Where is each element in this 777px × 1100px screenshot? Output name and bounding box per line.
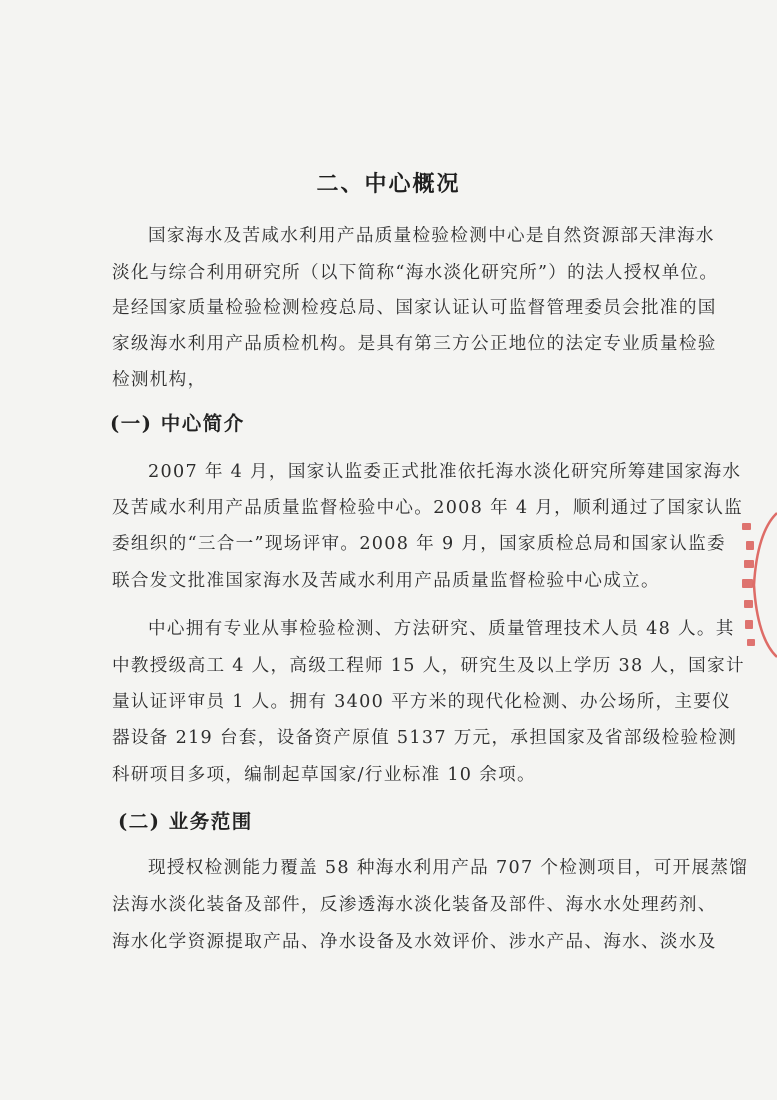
- section1-para1-line-3: 委组织的“三合一”现场评审。2008 年 9 月，国家质检总局和国家认监委: [112, 534, 726, 554]
- section1-para2-line-3: 量认证评审员 1 人。拥有 3400 平方米的现代化检测、办公场所，主要仪: [112, 692, 732, 712]
- intro-line-5: 检测机构，: [112, 370, 207, 390]
- section1-para1-line-4: 联合发文批准国家海水及苦咸水利用产品质量监督检验中心成立。: [112, 571, 660, 591]
- section1-para1-line-1: 2007 年 4 月，国家认监委正式批准依托海水淡化研究所筹建国家海水: [148, 462, 742, 482]
- section1-para2-line-4: 器设备 219 台套，设备资产原值 5137 万元，承担国家及省部级检验检测: [112, 728, 738, 748]
- intro-line-1: 国家海水及苦咸水利用产品质量检验检测中心是自然资源部天津海水: [148, 226, 715, 246]
- seal-stamp-fragment: [736, 505, 777, 665]
- intro-line-2: 淡化与综合利用研究所（以下简称“海水淡化研究所”）的法人授权单位。: [112, 263, 719, 283]
- section1-para2-line-1: 中心拥有专业从事检验检测、方法研究、质量管理技术人员 48 人。其: [148, 619, 735, 639]
- intro-line-3: 是经国家质量检验检测检疫总局、国家认证认可监督管理委员会批准的国: [112, 298, 717, 318]
- section2-para1-line-2: 法海水淡化装备及部件，反渗透海水淡化装备及部件、海水水处理药剂、: [112, 895, 717, 915]
- section1-para2-line-5: 科研项目多项，编制起草国家/行业标准 10 余项。: [112, 765, 536, 785]
- page-title: 二、中心概况: [316, 171, 461, 197]
- section1-para2-line-2: 中教授级高工 4 人，高级工程师 15 人，研究生及以上学历 38 人，国家计: [112, 656, 745, 676]
- section2-para1-line-1: 现授权检测能力覆盖 58 种海水利用产品 707 个检测项目，可开展蒸馏: [148, 858, 749, 878]
- section1-para1-line-2: 及苦咸水利用产品质量监督检验中心。2008 年 4 月，顺利通过了国家认监: [112, 498, 744, 518]
- section-heading-business-scope: (二) 业务范围: [118, 810, 253, 833]
- intro-line-4: 家级海水利用产品质检机构。是具有第三方公正地位的法定专业质量检验: [112, 334, 717, 354]
- section-heading-overview: (一) 中心简介: [110, 412, 245, 435]
- section2-para1-line-3: 海水化学资源提取产品、净水设备及水效评价、涉水产品、海水、淡水及: [112, 932, 717, 952]
